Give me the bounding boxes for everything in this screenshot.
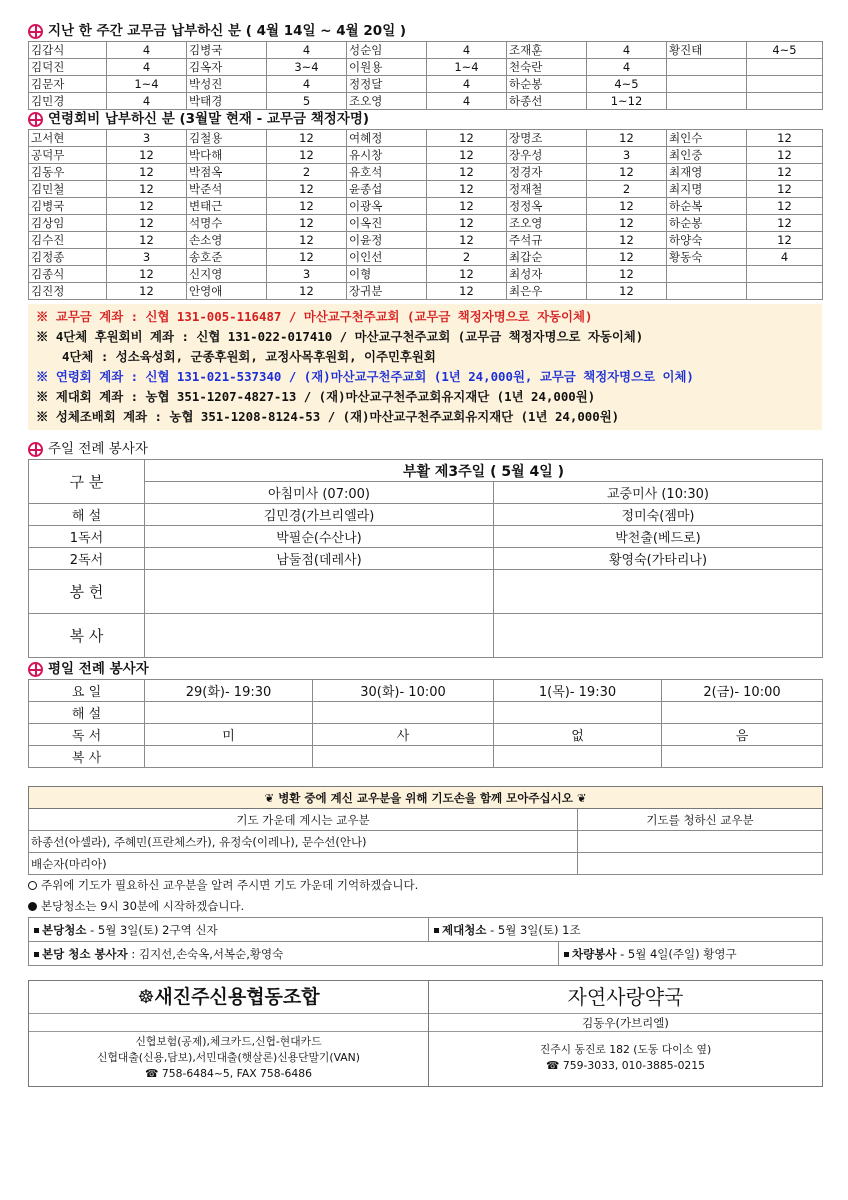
name-cell: 최인중 <box>667 147 747 164</box>
name-cell <box>667 93 747 110</box>
ads-table <box>28 980 823 1087</box>
value-cell: 4 <box>587 59 667 76</box>
name-cell <box>667 266 747 283</box>
weekday-title: 평일 전례 봉사자 <box>28 660 822 679</box>
value-cell <box>494 702 662 724</box>
bullet-icon <box>28 902 37 911</box>
name-cell <box>662 702 823 724</box>
table-row <box>29 283 823 300</box>
value-cell: 1~4 <box>107 76 187 93</box>
name-cell: 변태근 <box>187 198 267 215</box>
value-cell: 12 <box>587 232 667 249</box>
name-cell: 최지명 <box>667 181 747 198</box>
name-cell: 박준석 <box>187 181 267 198</box>
name-cell: 장귀분 <box>347 283 427 300</box>
sunday-title: 주일 전례 봉사자 <box>28 440 822 459</box>
value-cell: 4 <box>747 249 823 266</box>
name-cell: 유호석 <box>347 164 427 181</box>
table-row <box>29 232 823 249</box>
name-cell: 김문자 <box>29 76 107 93</box>
sunday-table <box>28 459 823 658</box>
name-cell: 이인선 <box>347 249 427 266</box>
name-cell: 최갑순 <box>507 249 587 266</box>
name-cell: 김동우 <box>29 164 107 181</box>
table-row <box>29 215 823 232</box>
name-cell: 이윤정 <box>347 232 427 249</box>
value-cell: 3 <box>107 130 187 147</box>
value-cell: 12 <box>107 266 187 283</box>
name-cell: 김수진 <box>29 232 107 249</box>
name-cell: 김민경 <box>29 93 107 110</box>
name-cell: 김병국 <box>29 198 107 215</box>
table-row: 복 사 <box>29 614 823 658</box>
square-bullet-icon <box>564 952 569 957</box>
association-table <box>28 129 823 300</box>
mass2-header: 교중미사 (10:30) <box>494 482 823 504</box>
vehicle-service: 차량봉사 - 5월 4일(주일) 황영구 <box>559 942 823 966</box>
altar-cleaning: 제대청소 - 5월 3일(토) 1조 <box>429 918 823 942</box>
mass1-header: 아침미사 (07:00) <box>145 482 494 504</box>
value-cell: 12 <box>267 232 347 249</box>
name-cell: 하종선 <box>507 93 587 110</box>
name-cell: 이형 <box>347 266 427 283</box>
cross-icon <box>28 24 43 39</box>
offering-title: 지난 한 주간 교무금 납부하신 분 ( 4월 14일 ~ 4월 20일 ) <box>28 22 822 41</box>
name-cell: 김종식 <box>29 266 107 283</box>
table-row <box>29 266 823 283</box>
value-cell: 3 <box>587 147 667 164</box>
table-row <box>29 76 823 93</box>
value-cell: 12 <box>267 181 347 198</box>
name-cell: 송호준 <box>187 249 267 266</box>
value-cell: 12 <box>747 198 823 215</box>
value-cell: 12 <box>107 283 187 300</box>
value-cell: 4 <box>107 59 187 76</box>
header-cell: 요 일 <box>29 680 145 702</box>
notice-altar-account: ※ 제대회 계좌 : 농협 351-1207-4827-13 / (재)마산교구천주교회유지재단 (1년 24,000원) <box>36 389 596 404</box>
value-cell: 2 <box>267 164 347 181</box>
name-cell: 성순임 <box>347 42 427 59</box>
value-cell: 12 <box>427 181 507 198</box>
circle-icon <box>28 881 37 890</box>
value-cell: 12 <box>587 164 667 181</box>
value-cell: 12 <box>427 147 507 164</box>
weekday-table <box>28 679 823 768</box>
name-cell: 장우성 <box>507 147 587 164</box>
table-row <box>29 93 823 110</box>
credit-union-logo-icon: ☸ <box>137 986 155 1008</box>
name-cell: 신지영 <box>187 266 267 283</box>
church-cleaning: 본당청소 - 5월 3일(토) 2구역 신자 <box>29 918 429 942</box>
value-cell: 12 <box>747 164 823 181</box>
value-cell: 12 <box>427 266 507 283</box>
value-cell: 12 <box>747 232 823 249</box>
name-cell: 김병국 <box>187 42 267 59</box>
cross-icon <box>28 662 43 677</box>
value-cell: 4 <box>267 42 347 59</box>
value-cell: 12 <box>427 283 507 300</box>
value-cell <box>747 59 823 76</box>
table-row <box>29 130 823 147</box>
table-row: 해 설 김민경(가브리엘라) 정미숙(젬마) <box>29 504 823 526</box>
value-cell <box>747 76 823 93</box>
name-cell: 음 <box>662 724 823 746</box>
name-cell: 이원용 <box>347 59 427 76</box>
name-cell: 주석규 <box>507 232 587 249</box>
name-cell: 여혜정 <box>347 130 427 147</box>
value-cell: 4 <box>427 42 507 59</box>
name-cell: 복 사 <box>29 746 145 768</box>
value-cell: 12 <box>587 215 667 232</box>
value-cell: 12 <box>427 164 507 181</box>
square-bullet-icon <box>34 928 39 933</box>
value-cell: 12 <box>747 130 823 147</box>
name-cell: 정경자 <box>507 164 587 181</box>
table-row <box>29 198 823 215</box>
table-row: 배순자(마리아) <box>29 853 823 875</box>
value-cell: 12 <box>747 147 823 164</box>
name-cell: 김민철 <box>29 181 107 198</box>
category-header: 구 분 <box>29 460 145 504</box>
header-cell: 1(목)- 19:30 <box>494 680 662 702</box>
value-cell: 4 <box>267 76 347 93</box>
cross-icon <box>28 442 43 457</box>
weekday-header-row <box>29 680 823 702</box>
value-cell: 1~4 <box>427 59 507 76</box>
name-cell: 조오영 <box>507 215 587 232</box>
notice-dues-account: ※ 교무금 계좌 : 신협 131-005-116487 / 마산교구천주교회 (교무금 책정자명으로 자동이체) <box>36 309 593 324</box>
value-cell: 4 <box>427 93 507 110</box>
value-cell: 3 <box>107 249 187 266</box>
value-cell: 12 <box>267 147 347 164</box>
value-cell <box>747 283 823 300</box>
cleaning-note: 본당청소는 9시 30분에 시작하겠습니다. <box>28 896 822 917</box>
value-cell: 4 <box>587 42 667 59</box>
value-cell: 12 <box>267 130 347 147</box>
value-cell: 4 <box>427 76 507 93</box>
week-header: 부활 제3주일 ( 5월 4일 ) <box>145 460 823 482</box>
name-cell: 석명수 <box>187 215 267 232</box>
table-row <box>29 181 823 198</box>
value-cell: 12 <box>107 198 187 215</box>
name-cell: 박태경 <box>187 93 267 110</box>
value-cell: 12 <box>587 130 667 147</box>
value-cell: 12 <box>107 232 187 249</box>
table-row <box>29 147 823 164</box>
phone-icon: ☎ <box>545 1059 560 1072</box>
name-cell: 하순복 <box>667 198 747 215</box>
name-cell: 황동숙 <box>667 249 747 266</box>
value-cell <box>145 746 313 768</box>
table-row: 2독서 남둘점(데레사) 황영숙(가타리나) <box>29 548 823 570</box>
table-row <box>29 746 823 768</box>
table-row: 1독서 박필순(수산나) 박천출(베드로) <box>29 526 823 548</box>
value-cell: 12 <box>107 181 187 198</box>
name-cell: 김옥자 <box>187 59 267 76</box>
name-cell: 정재철 <box>507 181 587 198</box>
header-cell: 29(화)- 19:30 <box>145 680 313 702</box>
cleaning-volunteers: 본당 청소 봉사자 : 김지선,손숙옥,서복순,황영숙 <box>29 942 559 966</box>
value-cell: 미 <box>145 724 313 746</box>
name-cell: 손소영 <box>187 232 267 249</box>
name-cell <box>313 702 494 724</box>
prayer-note: 주위에 기도가 필요하신 교우분을 알려 주시면 기도 가운데 기억하겠습니다. <box>28 875 822 896</box>
cleaning-table <box>28 917 823 966</box>
notice-adoration-account: ※ 성체조배회 계좌 : 농협 351-1208-8124-53 / (재)마산교구천주교회유지재단 (1년 24,000원) <box>36 409 620 424</box>
value-cell: 1~12 <box>587 93 667 110</box>
name-cell: 해 설 <box>29 702 145 724</box>
name-cell: 황진태 <box>667 42 747 59</box>
cross-icon <box>28 112 43 127</box>
name-cell: 하순봉 <box>667 215 747 232</box>
name-cell: 박성진 <box>187 76 267 93</box>
value-cell: 2 <box>587 181 667 198</box>
value-cell: 12 <box>107 147 187 164</box>
name-cell: 장명조 <box>507 130 587 147</box>
name-cell <box>667 76 747 93</box>
association-title: 연령회비 납부하신 분 (3월말 현재 - 교무금 책정자명) <box>28 110 822 129</box>
name-cell <box>667 283 747 300</box>
notice-four-groups-account: ※ 4단체 후원회비 계좌 : 신협 131-022-017410 / 마산교구천주교회 (교무금 책정자명으로 자동이체) <box>36 329 644 344</box>
name-cell: 정정옥 <box>507 198 587 215</box>
value-cell: 12 <box>427 130 507 147</box>
value-cell: 12 <box>587 249 667 266</box>
name-cell: 정정달 <box>347 76 427 93</box>
value-cell: 12 <box>747 215 823 232</box>
flower-icon: ❦ <box>264 790 275 805</box>
name-cell: 이옥진 <box>347 215 427 232</box>
prayer-banner: ❦ 병환 중에 계신 교우분을 위해 기도손을 함께 모아주십시오 ❦ <box>29 787 823 809</box>
value-cell: 3~4 <box>267 59 347 76</box>
value-cell: 4 <box>107 42 187 59</box>
notice-association-account: ※ 연령회 계좌 : 신협 131-021-537340 / (재)마산교구천주교회 (1년 24,000원, 교무금 책정자명으로 이체) <box>36 369 694 384</box>
value-cell: 12 <box>267 249 347 266</box>
table-row <box>29 702 823 724</box>
name-cell: 김진정 <box>29 283 107 300</box>
value-cell <box>747 266 823 283</box>
name-cell: 이광옥 <box>347 198 427 215</box>
name-cell: 박점옥 <box>187 164 267 181</box>
value-cell <box>145 702 313 724</box>
value-cell: 3 <box>267 266 347 283</box>
name-cell: 김상임 <box>29 215 107 232</box>
name-cell: 사 <box>313 724 494 746</box>
value-cell: 12 <box>427 198 507 215</box>
header-cell: 2(금)- 10:00 <box>662 680 823 702</box>
account-notices <box>28 304 822 430</box>
notice-four-groups-list: 4단체 : 성소육성회, 군종후원회, 교정사목후원회, 이주민후원회 <box>62 349 436 364</box>
value-cell: 5 <box>267 93 347 110</box>
name-cell: 하순봉 <box>507 76 587 93</box>
value-cell: 4~5 <box>587 76 667 93</box>
offering-table <box>28 41 823 110</box>
table-row: 봉 헌 <box>29 570 823 614</box>
table-row <box>29 724 823 746</box>
value-cell: 12 <box>427 215 507 232</box>
value-cell: 12 <box>107 215 187 232</box>
name-cell: 조재훈 <box>507 42 587 59</box>
flower-icon: ❦ <box>576 790 587 805</box>
name-cell: 독 서 <box>29 724 145 746</box>
value-cell: 12 <box>267 198 347 215</box>
table-row <box>29 164 823 181</box>
phone-icon: ☎ <box>144 1067 159 1080</box>
table-row: 하종선(아셀라), 주혜민(프란체스카), 유정숙(이레나), 문수선(안나) <box>29 831 823 853</box>
name-cell: 최성자 <box>507 266 587 283</box>
value-cell: 12 <box>427 232 507 249</box>
name-cell: 유시창 <box>347 147 427 164</box>
value-cell: 12 <box>267 215 347 232</box>
name-cell <box>667 59 747 76</box>
name-cell: 최재영 <box>667 164 747 181</box>
value-cell: 12 <box>587 283 667 300</box>
name-cell: 김갑식 <box>29 42 107 59</box>
name-cell <box>313 746 494 768</box>
value-cell: 4~5 <box>747 42 823 59</box>
table-row <box>29 249 823 266</box>
value-cell: 12 <box>747 181 823 198</box>
value-cell: 4 <box>107 93 187 110</box>
square-bullet-icon <box>34 952 39 957</box>
name-cell: 천숙란 <box>507 59 587 76</box>
name-cell: 윤종섭 <box>347 181 427 198</box>
credit-union-ad: ☸새진주신용협동조합 신협보험(공제),체크카드,신협-현대카드 신협대출(신용,담보),서민대출(햇살론)신용단말기(VAN) ☎ 758-6484~5, FAX 758-6486 <box>29 981 429 1087</box>
name-cell <box>662 746 823 768</box>
prayer-col2: 기도를 청하신 교우분 <box>578 809 823 831</box>
name-cell: 조오영 <box>347 93 427 110</box>
value-cell: 12 <box>267 283 347 300</box>
prayer-col1: 기도 가운데 계시는 교우분 <box>29 809 578 831</box>
prayer-table <box>28 786 823 875</box>
table-row <box>29 59 823 76</box>
square-bullet-icon <box>434 928 439 933</box>
table-row <box>29 42 823 59</box>
header-cell: 30(화)- 10:00 <box>313 680 494 702</box>
name-cell: 김덕진 <box>29 59 107 76</box>
name-cell: 고서현 <box>29 130 107 147</box>
pharmacy-ad: 자연사랑약국 김동우(가브리엘) 진주시 동진로 182 (도동 다이소 옆) ☎ 759-3033, 010-3885-0215 <box>429 981 823 1087</box>
value-cell <box>494 746 662 768</box>
name-cell: 박다해 <box>187 147 267 164</box>
name-cell: 김철용 <box>187 130 267 147</box>
value-cell: 12 <box>587 198 667 215</box>
name-cell: 하양숙 <box>667 232 747 249</box>
name-cell: 안영애 <box>187 283 267 300</box>
name-cell: 최은우 <box>507 283 587 300</box>
value-cell: 12 <box>587 266 667 283</box>
name-cell: 공덕무 <box>29 147 107 164</box>
value-cell <box>747 93 823 110</box>
name-cell: 최인수 <box>667 130 747 147</box>
value-cell: 12 <box>107 164 187 181</box>
name-cell: 김정종 <box>29 249 107 266</box>
value-cell: 2 <box>427 249 507 266</box>
value-cell: 없 <box>494 724 662 746</box>
